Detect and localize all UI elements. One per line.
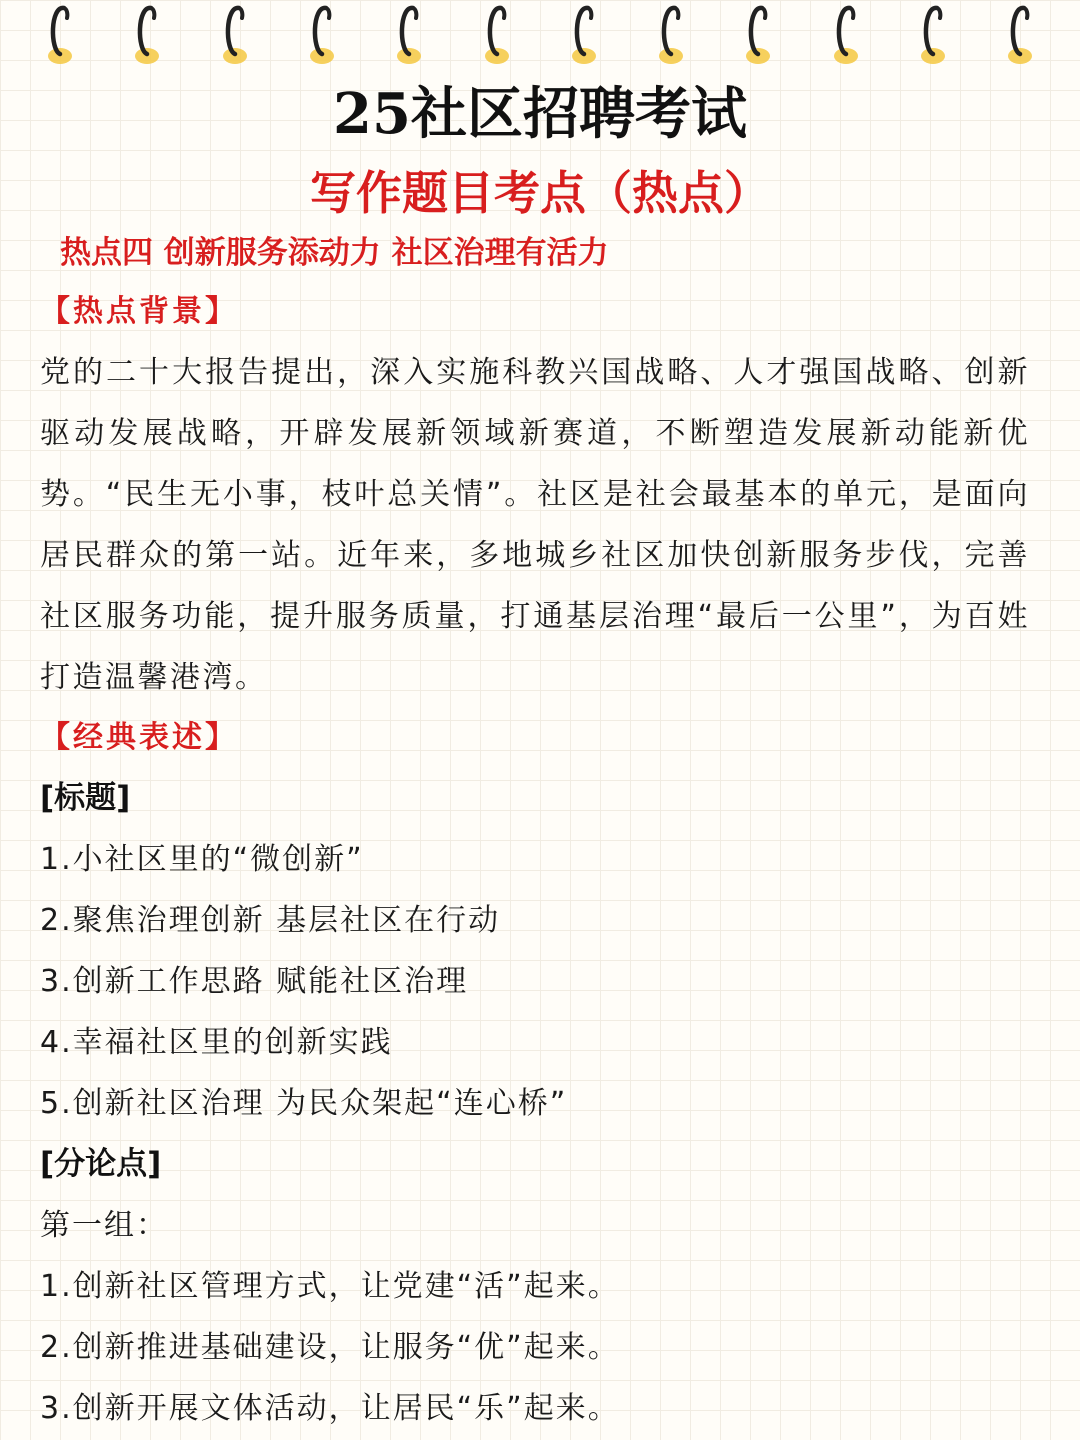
background-heading: 【热点背景】 <box>40 294 238 329</box>
title-item: 5.创新社区治理 为民众架起“连心桥” <box>40 1086 568 1121</box>
binding-ring-icon <box>738 0 778 70</box>
page-subtitle: 写作题目考点（热点） <box>310 166 770 220</box>
binding-ring-icon <box>826 0 866 70</box>
title-item: 3.创新工作思路 赋能社区治理 <box>40 964 469 999</box>
spiral-binding <box>0 0 1080 80</box>
binding-ring-icon <box>302 0 342 70</box>
binding-ring-icon <box>389 0 429 70</box>
points-heading: [分论点] <box>40 1146 162 1182</box>
title-item: 1.小社区里的“微创新” <box>40 842 364 877</box>
binding-ring-icon <box>477 0 517 70</box>
group-label: 第一组： <box>40 1208 168 1243</box>
title-item: 2.聚焦治理创新 基层社区在行动 <box>40 903 501 938</box>
binding-ring-icon <box>215 0 255 70</box>
page-title: 25社区招聘考试 <box>333 81 747 147</box>
binding-ring-icon <box>1000 0 1040 70</box>
binding-ring-icon <box>651 0 691 70</box>
binding-ring-icon <box>564 0 604 70</box>
hot-topic-heading: 热点四 创新服务添动力 社区治理有活力 <box>60 235 609 271</box>
background-paragraph: 党的二十大报告提出，深入实施科教兴国战略、人才强国战略、创新驱动发展战略，开辟发展新领域新赛道，不断塑造发展新动能新优势。“民生无小事，枝叶总关情”。社区是社会最基本的单元，是面向居民群众的第一站。近年来，多地城乡社区加快创新服务步伐，完善社区服务功能，提升服务质量，打通基层治理“最后一公里”，为百姓打造温馨港湾。 <box>40 355 1030 695</box>
binding-ring-icon <box>40 0 80 70</box>
document-body <box>40 282 1030 1439</box>
binding-ring-icon <box>913 0 953 70</box>
point-item: 1.创新社区管理方式，让党建“活”起来。 <box>40 1269 620 1304</box>
title-item: 4.幸福社区里的创新实践 <box>40 1025 393 1060</box>
point-item: 3.创新开展文体活动，让居民“乐”起来。 <box>40 1391 620 1426</box>
titles-heading: [标题] <box>40 780 131 816</box>
binding-ring-icon <box>127 0 167 70</box>
classic-heading: 【经典表述】 <box>40 720 238 755</box>
point-item: 2.创新推进基础建设，让服务“优”起来。 <box>40 1330 620 1365</box>
